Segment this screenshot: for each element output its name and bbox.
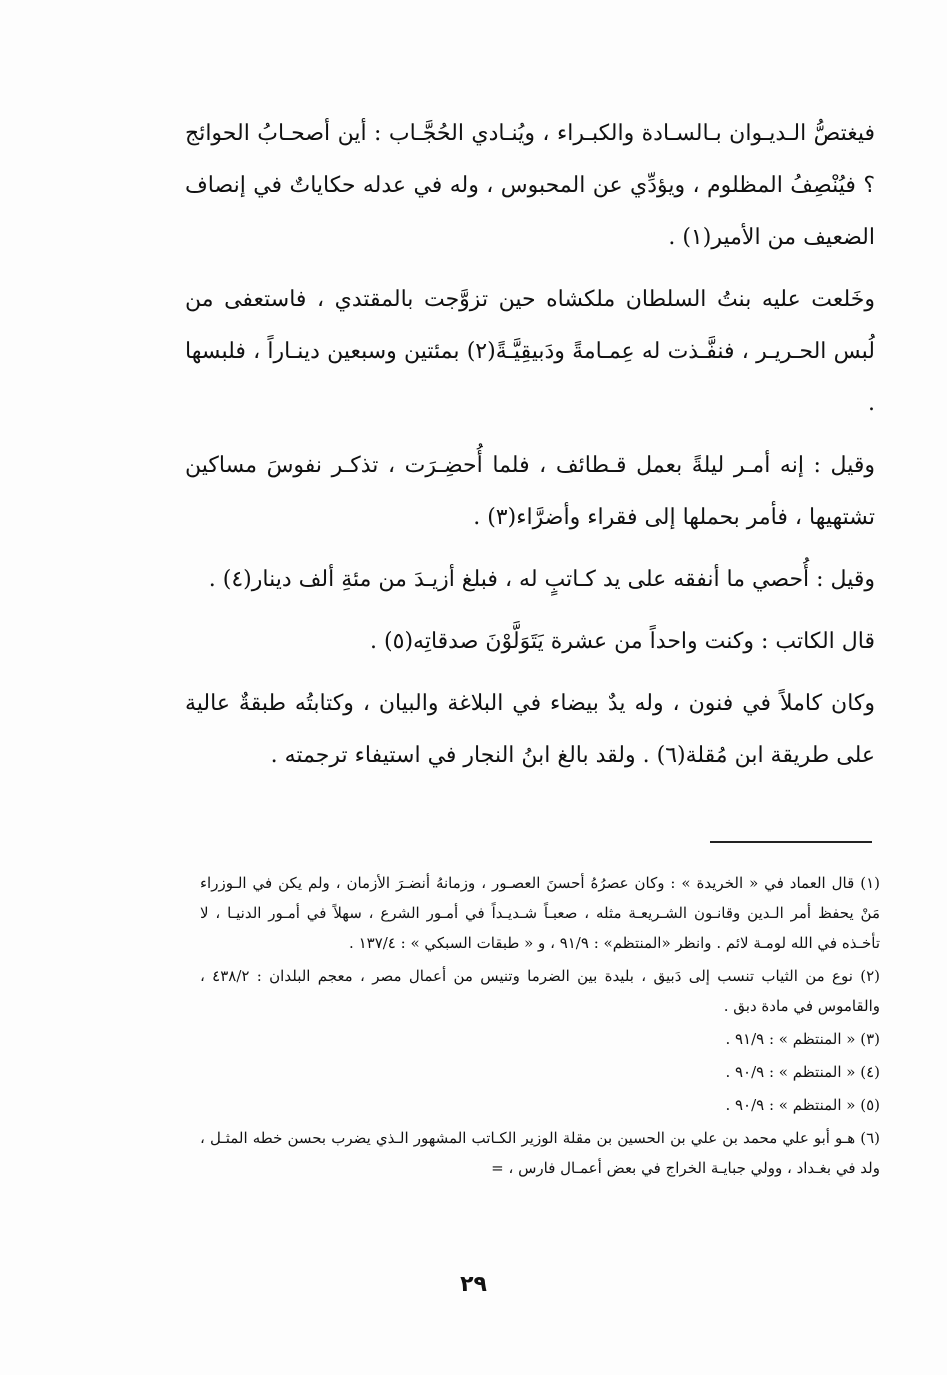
paragraph-6: وكان كاملاً في فنون ، وله يدٌ بيضاء في البلاغة والبيان ، وكتابتُه طبقةٌ عالية على طريقة ابن مُقلة(٦) . ولقد بالغ ابنُ النجار في استيفاء ترجمته . — [185, 691, 875, 768]
footnote-6: (٦) هـو أبو علي محمد بن علي بن الحسين بن مقلة الوزير الكـاتب المشهور الـذي يضرب بحسن خطه المثـل ، ولد في بغـداد ، وولي جبايـة الخراج في بعض أعمـال فارس ، = — [200, 1129, 880, 1177]
footnotes-section — [200, 868, 880, 1186]
footnote-5: (٥) « المنتظم » : ٩٠/٩ . — [725, 1096, 880, 1114]
paragraph-3: وقيل : إنه أمـر ليلةً بعمل قـطائف ، فلما أُحضِـرَت ، تذكـر نفوسَ مساكين تشتهيها ، فأمر بحملها إلى فقراء وأضرَّاء(٣) . — [185, 453, 875, 530]
page-number: ٢٩ — [460, 1272, 487, 1297]
footnote-2: (٢) نوع من الثياب تنسب إلى دَبيق ، بليدة بين الضرما وتنيس من أعمال مصر ، معجم البلدان : ٤٣٨/٢ ، والقاموس في مادة دبق . — [200, 967, 880, 1015]
paragraph-4: وقيل : أُحصي ما أنفقه على يد كـاتبٍ له ، فبلغ أزيـدَ من مئةِ ألف دينار(٤) . — [208, 567, 875, 592]
paragraph-2: وخَلعت عليه بنتُ السلطان ملكشاه حين تزوَّجت بالمقتدي ، فاستعفى من لُبس الحـريـر ، فنفَّـذت له عِمـامةً ودَبيقِيَّـةً(٢) بمئتين وسبعين دينـاراً ، فلبسها . — [185, 287, 875, 416]
main-text-body — [185, 108, 875, 792]
paragraph-5: قال الكاتب : وكنت واحداً من عشرة يَتَوَلَّوْنَ صدقاتِه(٥) . — [370, 629, 875, 654]
footnote-3: (٣) « المنتظم » : ٩١/٩ . — [725, 1030, 880, 1048]
footnote-divider — [710, 841, 872, 843]
footnote-4: (٤) « المنتظم » : ٩٠/٩ . — [725, 1063, 880, 1081]
footnote-1: (١) قال العماد في « الخريدة » : وكان عصرُهُ أحسنَ العصـور ، وزمانهُ أنضـرَ الأزمان ، ولم يكن في الـوزراء مَنْ يحفظ أمر الـدين وقانـون الشـريعـة مثله ، صعبـاً شـديـداً في أمـور الشرع ، سهلاً في أمـور الدنيـا ، لا تأخـذه في الله لومـة لائم . وانظر «المنتظم» : ٩١/٩ ، و « طبقات السبكي » : ١٣٧/٤ . — [200, 874, 880, 952]
paragraph-1: فيغتصُّ الـديـوان بـالسـادة والكبـراء ، ويُنـادي الحُجَّـاب : أين أصحـابُ الحوائج ؟ فيُنْصِفُ المظلوم ، ويؤدِّي عن المحبوس ، وله في عدله حكاياتٌ في إنصاف الضعيف من الأمير(١) . — [185, 121, 875, 250]
